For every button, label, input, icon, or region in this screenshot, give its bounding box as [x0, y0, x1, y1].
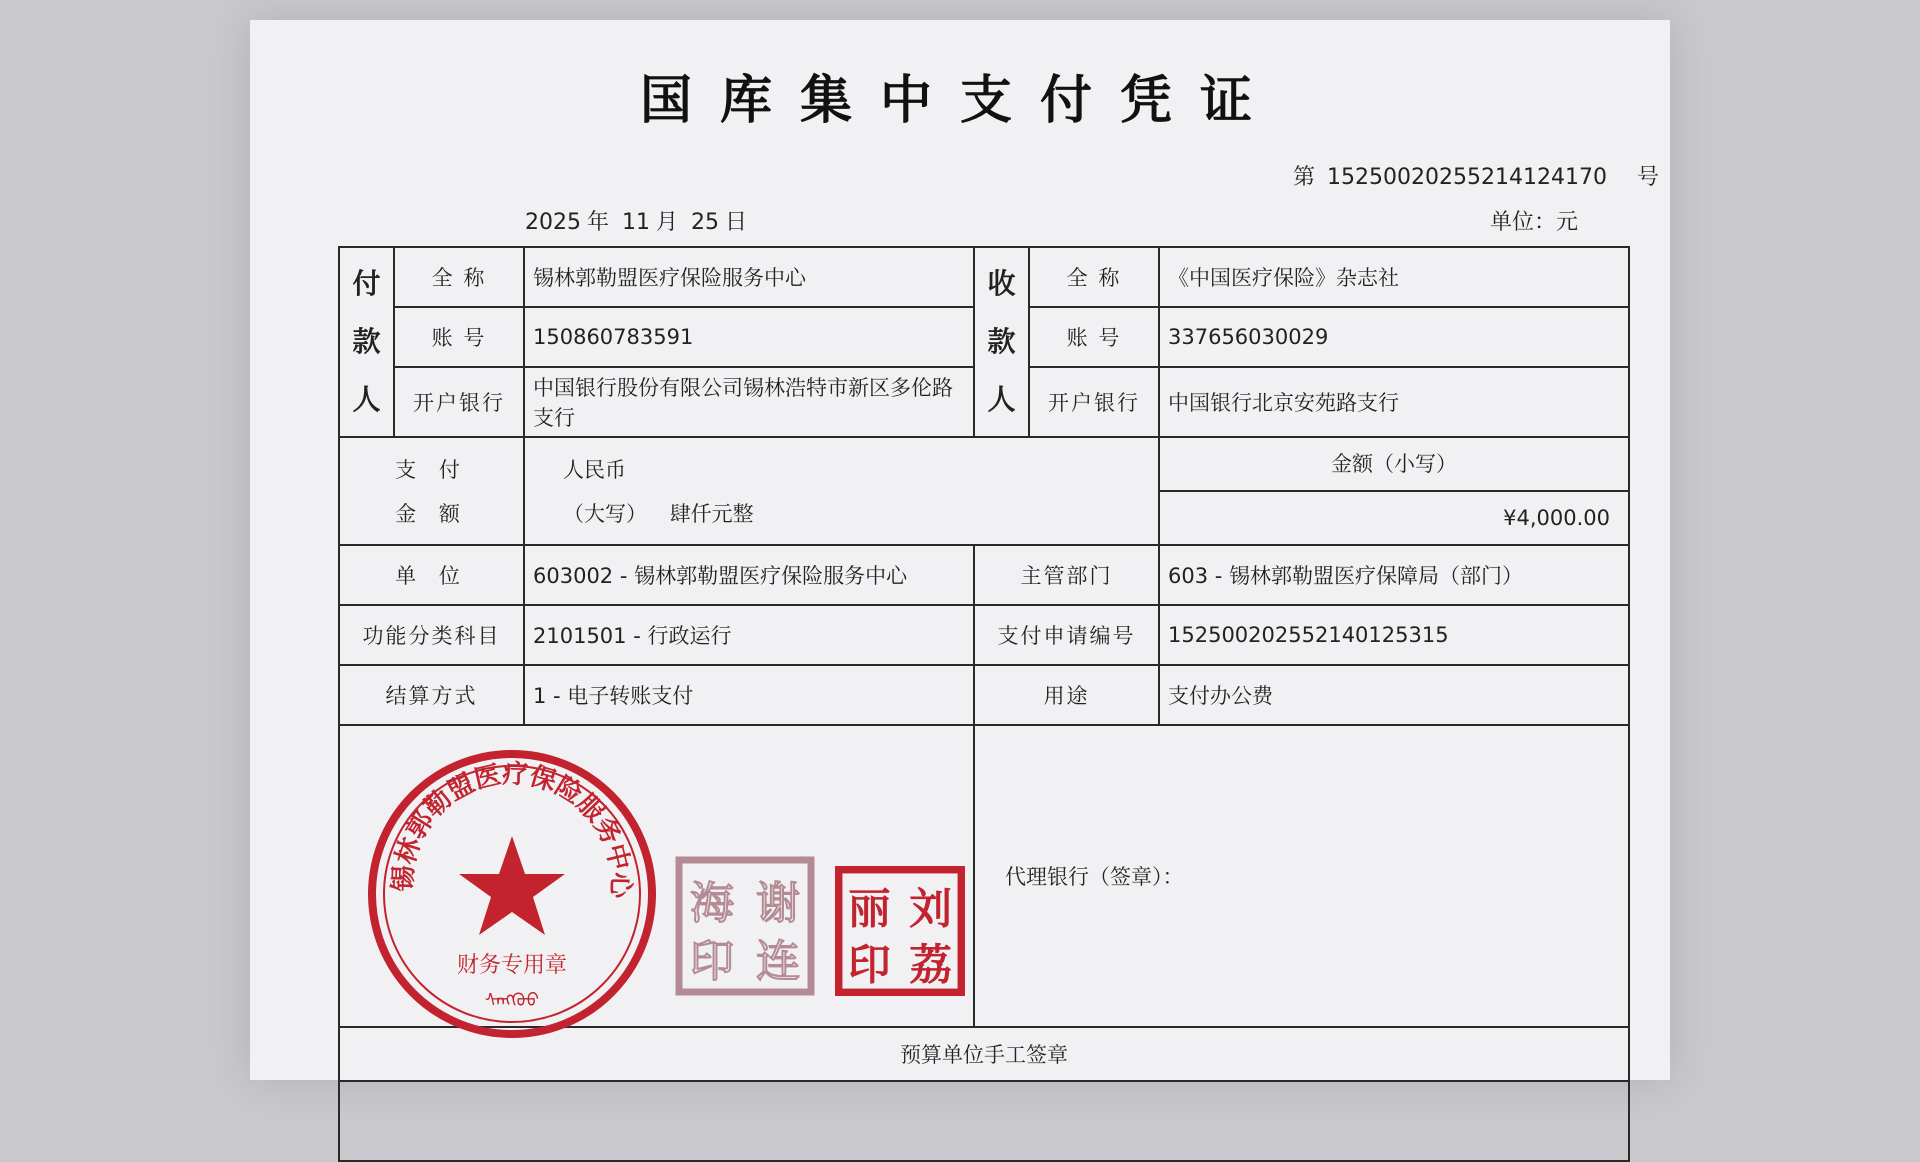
payment-amount-upper [524, 437, 1159, 545]
bank-sign-label: 代理银行（签章）： [1005, 865, 1184, 889]
voucher-prefix: 第 [1293, 165, 1316, 190]
payee-account: 337656030029 [1159, 307, 1629, 367]
settle-value: 1 - 电子转账支付 [524, 665, 974, 725]
purpose-value: 支付办公费 [1159, 665, 1629, 725]
apply-value: 152500202552140125315 [1159, 605, 1629, 665]
date-month-unit: 月 [656, 210, 679, 235]
date-year: 2025 [525, 210, 581, 235]
settle-label: 结算方式 [339, 665, 524, 725]
personal-seal-faded [675, 856, 815, 996]
small-amount: ¥4,000.00 [1503, 506, 1610, 530]
payer-name: 锡林郭勒盟医疗保险服务中心 [524, 247, 974, 307]
payer-stamp-area [339, 725, 974, 1027]
currency-name: 人民币 [563, 458, 626, 482]
svg-text:丽: 丽 [847, 884, 891, 935]
voucher-number-value: 152500202552141241​70 [1327, 165, 1607, 190]
payee-side-label: 收 款 人 [974, 247, 1029, 437]
dept-value: 603 - 锡林郭勒盟医疗保障局（部门） [1159, 545, 1629, 605]
svg-text:ᠰᠠᠩᠬᠦᠦ: ᠰᠠᠩᠬᠦᠦ [484, 990, 540, 1011]
currency-unit: 单位：元 [1490, 210, 1579, 235]
svg-text:印: 印 [847, 940, 891, 991]
svg-text:锡林郭勒盟医疗保险服务中心: 锡林郭勒盟医疗保险服务中心 [388, 759, 636, 899]
upper-amount: 肆仟元整 [669, 502, 754, 526]
svg-text:印: 印 [690, 936, 734, 987]
purpose-label: 用途 [974, 665, 1159, 725]
upper-amount-label: （大写） [563, 502, 647, 526]
apply-label: 支付申请编号 [974, 605, 1159, 665]
personal-seal-red [835, 866, 965, 996]
unit-value: 603002 - 锡林郭勒盟医疗保险服务中心 [524, 545, 974, 605]
payer-name-label: 全 称 [394, 247, 524, 307]
payer-side-label: 付 款 人 [339, 247, 394, 437]
date-year-unit: 年 [587, 210, 610, 235]
dept-label: 主管部门 [974, 545, 1159, 605]
svg-text:谢: 谢 [756, 878, 800, 929]
date-day-unit: 日 [725, 210, 748, 235]
voucher-table [338, 246, 1630, 1162]
payee-name-label: 全 称 [1029, 247, 1159, 307]
payer-bank-label: 开户银行 [394, 367, 524, 437]
voucher-title: 国库集中支付凭证 [639, 70, 1280, 131]
payee-bank: 中国银行北京安苑路支行 [1159, 367, 1629, 437]
date-day: 25 [691, 210, 720, 235]
func-label: 功能分类科目 [339, 605, 524, 665]
small-amount-label: 金额（小写） [1160, 438, 1628, 492]
finance-seal [362, 744, 662, 1044]
payment-amount-label: 支 付 金 额 [339, 437, 524, 545]
voucher-number [1293, 160, 1659, 191]
payee-name: 《中国医疗保险》杂志社 [1159, 247, 1629, 307]
payee-account-label: 账 号 [1029, 307, 1159, 367]
voucher-date [525, 205, 753, 236]
budget-sign-area [339, 1081, 1629, 1161]
svg-text:海: 海 [690, 878, 734, 929]
unit-label: 单 位 [339, 545, 524, 605]
svg-text:财务专用章: 财务专用章 [456, 953, 568, 978]
payer-bank: 中国银行股份有限公司锡林浩特市新区多伦路支行 [524, 367, 974, 437]
func-value: 2101501 - 行政运行 [524, 605, 974, 665]
payee-bank-label: 开户银行 [1029, 367, 1159, 437]
payer-account: 150860783591 [524, 307, 974, 367]
svg-text:连: 连 [756, 936, 800, 987]
payer-account-label: 账 号 [394, 307, 524, 367]
payment-amount-small [1159, 437, 1629, 545]
date-month: 11 [622, 210, 651, 235]
budget-sign-label: 预算单位手工签章 [339, 1027, 1629, 1081]
voucher-suffix: 号 [1636, 165, 1659, 190]
svg-text:刘: 刘 [909, 884, 953, 935]
bank-sign-area [974, 725, 1629, 1027]
svg-text:荔: 荔 [909, 940, 953, 991]
voucher-sheet [250, 20, 1670, 1080]
